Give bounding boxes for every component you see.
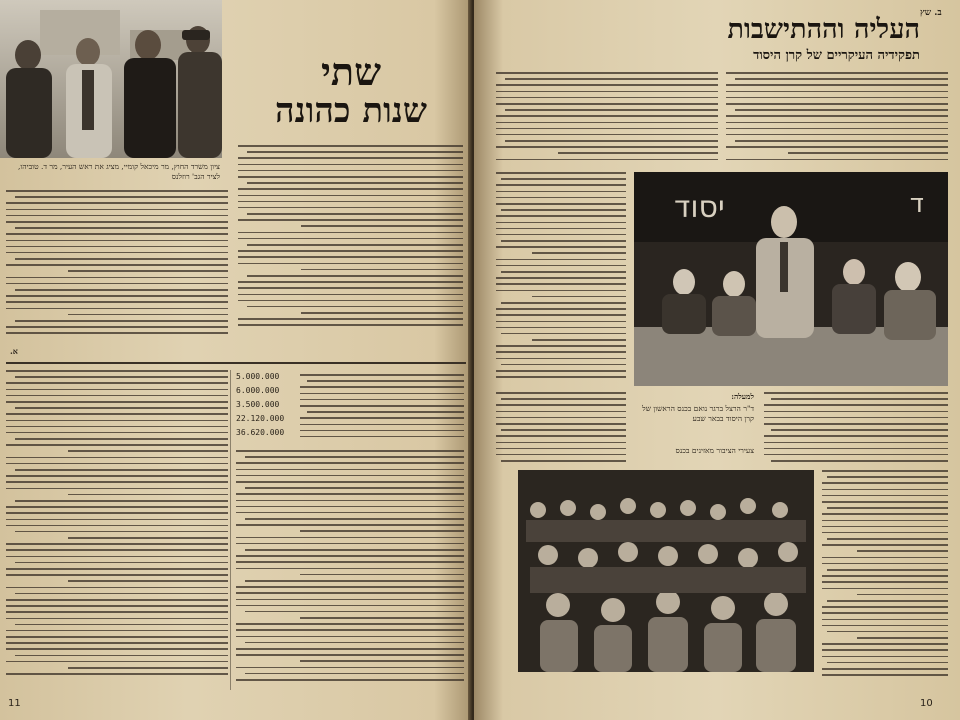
figure-value-1: 5.000.000 [236, 372, 280, 381]
left-photo-caption: ציון משרד החוץ, מר מיכאל קומיי, מציג את ראש העיר, מר ד. טוביהו, לציר הגב' רוזלנס [17, 162, 220, 181]
right-page-number: 10 [920, 698, 933, 709]
photo1-caption-title: למעלה: [731, 392, 754, 401]
left-page [0, 0, 472, 720]
right-body-col-beside-audience [822, 470, 948, 680]
right-photo-speaker [634, 172, 948, 386]
section-divider [6, 362, 466, 364]
header-tag: ב. שץ [920, 8, 942, 18]
right-body-mid-block [764, 392, 948, 470]
photo1-caption-body: ד"ר הרצל ברגר נואם בכנס הראשון של קרן היסוד בבאר שבע [642, 404, 754, 423]
left-body-text-lower-left [6, 370, 228, 692]
figure-value-5: 36.620.000 [236, 428, 285, 437]
audience-photo-image [518, 470, 814, 672]
svg-text:ד: ד [909, 189, 924, 219]
figure-value-3: 3.500.000 [236, 400, 280, 409]
left-column-rule [230, 370, 231, 690]
left-photo-officials [0, 0, 222, 158]
right-photo-audience [518, 470, 814, 672]
right-intro-col-b [496, 72, 718, 168]
left-photo-image [0, 0, 222, 158]
left-intro-text [238, 145, 463, 345]
left-page-number: 11 [8, 698, 21, 709]
right-body-col-beside-photo [496, 172, 626, 384]
left-body-text-upper [6, 190, 228, 348]
left-title-line2: שנות כהונה [275, 91, 427, 131]
speaker-photo-image [634, 172, 948, 386]
right-intro-col-a [726, 72, 948, 168]
right-title: העליה וההתישבות [727, 14, 920, 45]
figure-value-4: 22.120.000 [236, 414, 285, 423]
right-subtitle: תפקידיה העיקריים של קרן היסוד [753, 48, 920, 63]
right-body-mid-left [496, 392, 626, 470]
right-page [474, 0, 960, 720]
section-mark: א. [10, 346, 18, 356]
left-title-line1: שתי [320, 49, 382, 94]
photo2-caption-body: צעירי הציבור מאזינים בכנס [675, 446, 754, 455]
left-body-text-lower-right [236, 450, 464, 700]
figure-value-2: 6.000.000 [236, 386, 280, 395]
svg-text:יסוד: יסוד [674, 190, 725, 225]
figures-labels [300, 374, 464, 446]
